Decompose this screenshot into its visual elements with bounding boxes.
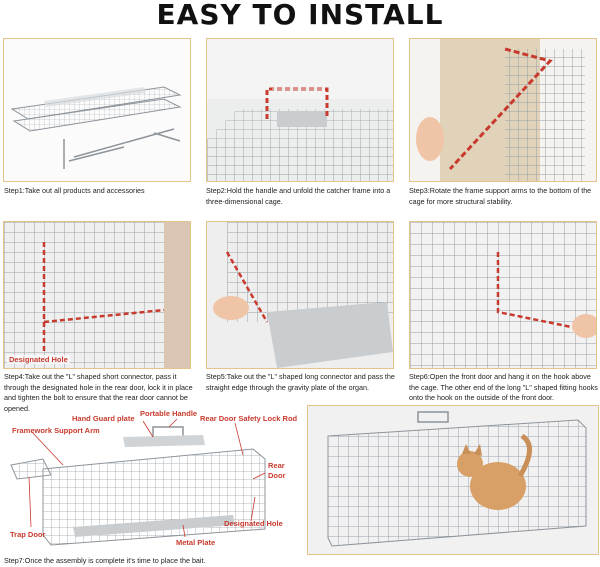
step5-photo (206, 221, 394, 369)
step2-caption: Step2:Hold the handle and unfold the catcher frame into a three-dimensional cage. (206, 186, 391, 206)
designated-hole-label: Designated Hole (9, 355, 68, 364)
label-trap-door: Trap Door (10, 530, 46, 539)
label-hand-guard-plate: Hand Guard plate (72, 414, 135, 423)
label-designated-hole-diagram: Designated Hole (224, 519, 283, 528)
label-rear-door: Rear Door (268, 461, 286, 480)
label-rear-door-lock-rod: Rear Door Safety Lock Rod (200, 414, 298, 423)
step4-caption: Step4:Take out the "L" shaped short connector, pass it through the designated hole in the rear door, lock it in place and tighten the bolt to ensure that the rear door cannot be opened. (4, 372, 193, 413)
page-title: EASY TO INSTALL (156, 0, 444, 31)
step1-photo (3, 38, 191, 182)
step5-caption: Step5:Take out the "L" shaped long connector and pass the straight edge through the gravity plate of the organ. (206, 372, 395, 392)
label-framework-support-arm: Framework Support Arm (12, 426, 100, 435)
label-metal-plate: Metal Plate (176, 538, 216, 547)
step2-photo (206, 38, 394, 182)
step6-caption: Step6:Open the front door and hang it on the hook above the cage. The other end of the long "L" shaped fitting hooks onto the hook on the outside of the front door. (409, 372, 598, 402)
step7-photo (307, 405, 599, 555)
step3-caption: Step3:Rotate the frame support arms to the bottom of the cage for more structural stability. (409, 186, 592, 206)
step3-photo (409, 38, 597, 182)
step7-caption: Step7:Once the assembly is complete it's time to place the bait. (4, 556, 206, 565)
step4-photo (3, 221, 191, 369)
step1-caption: Step1:Take out all products and accessories (4, 186, 145, 195)
label-portable-handle: Portable Handle (140, 409, 198, 418)
step6-photo (409, 221, 597, 369)
